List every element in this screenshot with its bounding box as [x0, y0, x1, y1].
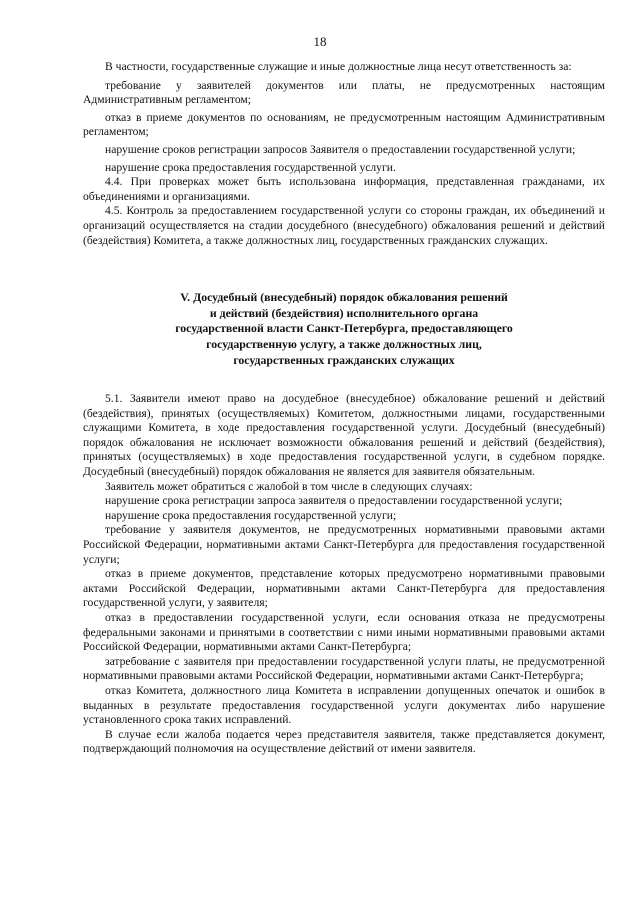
final-paragraph: В случае если жалоба подается через представителя заявителя, также представляется документ, подтверждающий полномочия на осуществление действий от имени заявителя. [83, 727, 605, 756]
case-item: нарушение срока регистрации запроса заявителя о предоставлении государственной услуги; [105, 494, 563, 508]
cases-intro: Заявитель может обратиться с жалобой в том числе в следующих случаях: [105, 479, 473, 493]
heading-line: и действий (бездействия) исполнительного органа [209, 305, 479, 320]
paragraph-5-1: 5.1. Заявители имеют право на досудебное (внесудебное) обжалование решений и действий (бездействия), принятых (осуществляемых) Комитетом, должностными лицами, государственными служащими Комитета, в ходе предоставления государственной услуги. Досудебный (внесудебный) порядок обжалования не исключает возможности обжалования решений и действий (бездействия), принятых (осуществляемых) в ходе предоставления государственной услуги, в судебном порядке. Досудебный (внесудебный) порядок обжалования не является для заявителя обязательным. [83, 392, 605, 479]
page-number: 18 [313, 34, 327, 49]
heading-line: государственных гражданских служащих [233, 352, 455, 367]
case-item: отказ в предоставлении государственной услуги, если основания отказа не предусмотрены федеральными законами и принятыми в соответствии с ними иными нормативными правовыми актами Российской Федерации, нормативными актами Санкт-Петербурга; [83, 611, 605, 654]
list-item: нарушение сроков регистрации запросов Заявителя о предоставлении государственной услуги; [105, 142, 576, 156]
intro-paragraph: В частности, государственные служащие и иные должностные лица несут ответственность за: [105, 60, 572, 73]
section-heading [83, 290, 605, 368]
case-item: требование у заявителя документов, не предусмотренных нормативными правовыми актами Российской Федерации, нормативными актами Санкт-Петербурга для предоставления государственной услуги; [83, 523, 605, 566]
list-item: требование у заявителей документов или платы, не предусмотренных настоящим Административным регламентом; [83, 78, 605, 107]
heading-line: государственную услугу, а также должностных лиц, [206, 336, 482, 351]
case-item: нарушение срока предоставления государственной услуги; [105, 508, 397, 522]
heading-line: V. Досудебный (внесудебный) порядок обжалования решений [180, 290, 508, 305]
paragraph-4-4: 4.4. При проверках может быть использована информация, представленная гражданами, их объединениями и организациями. [83, 175, 605, 203]
case-item: затребование с заявителя при предоставлении государственной услуги платы, не предусмотренной нормативными правовыми актами Российской Федерации, нормативными актами Санкт-Петербурга; [83, 654, 605, 683]
heading-line: государственной власти Санкт-Петербурга, предоставляющего [175, 321, 513, 336]
case-item: отказ в приеме документов, представление которых предусмотрено нормативными правовыми актами Российской Федерации, нормативными актами Санкт-Петербурга для предоставления государственной услуги, у заявителя; [83, 567, 605, 610]
list-item: нарушение срока предоставления государственной услуги. [105, 160, 396, 174]
list-item: отказ в приеме документов по основаниям, не предусмотренным настоящим Административным регламентом; [83, 110, 605, 139]
case-item: отказ Комитета, должностного лица Комитета в исправлении допущенных опечаток и ошибок в выданных в результате предоставления государственной услуги документах либо нарушение установленного срока таких исправлений. [83, 683, 605, 727]
document-body [83, 60, 605, 757]
paragraph-4-5: 4.5. Контроль за предоставлением государственной услуги со стороны граждан, их объединений и организаций осуществляется на стадии досудебного (внесудебного) обжалования решений и действий (бездействия) Комитета, а также должностных лиц, государственных гражданских служащих. [83, 204, 605, 247]
